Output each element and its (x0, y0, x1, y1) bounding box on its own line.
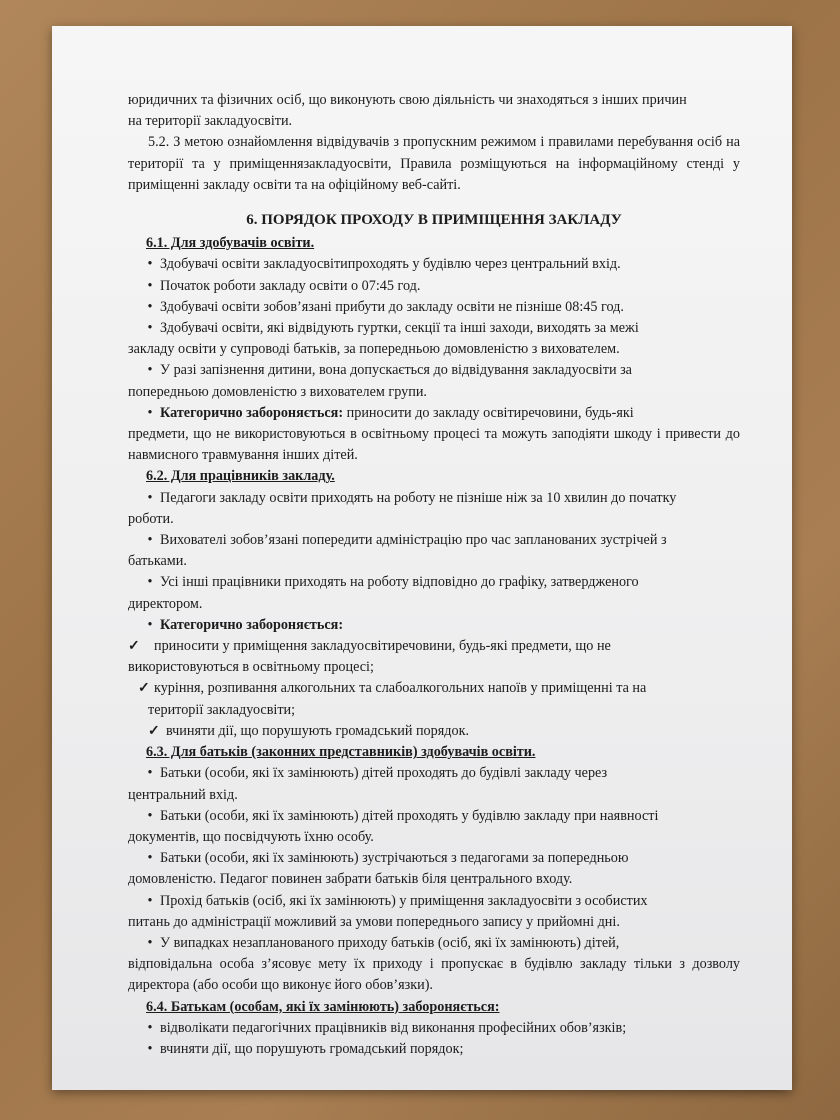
bullet-icon: • (147, 489, 153, 506)
list-item-continuation: батьками. (128, 553, 187, 570)
forbid-label: Категорично забороняється: (160, 616, 344, 633)
list-item: • У разі запізнення дитини, вона допускається до відвідування закладуосвіти за (128, 360, 740, 381)
forbid-label: Категорично забороняється: (160, 404, 344, 421)
bullet-icon: • (147, 256, 153, 273)
list-item: • Вихователі зобов’язані попередити адміністрацію про час запланованих зустрічей з (128, 530, 740, 551)
list-item: • У випадках незапланованого приходу батьків (осіб, які їх замінюють) дітей, (128, 933, 740, 954)
bullet-icon: • (147, 892, 153, 909)
list-item: • вчиняти дії, що порушують громадський порядок; (128, 1039, 740, 1060)
document-page (52, 26, 792, 1090)
list-item-continuation: відповідальна особа з’ясовує мету їх приходу і пропускає в будівлю закладу тільки з дозволу директора (або особи що виконує його обов’язки). (128, 956, 740, 994)
checklist-item: ✓ приносити у приміщення закладуосвітиречовини, будь-які предмети, що не (128, 636, 740, 657)
checklist-item: ✓ куріння, розпивання алкогольних та слабоалкогольних напоїв у приміщенні та на (128, 678, 740, 699)
list-item-continuation: питань до адміністрації можливий за умови попереднього запису у прийомні дні. (128, 913, 620, 930)
list-item-continuation: предмети, що не використовуються в освітньому процесі та можуть заподіяти шкоду і привести до навмисного травмування інших дітей. (128, 426, 740, 464)
list-item: • Батьки (особи, які їх замінюють) дітей проходять до будівлі закладу через (128, 763, 740, 784)
list-item-continuation: території закладуосвіти; (148, 701, 296, 718)
list-item: • Батьки (особи, які їх замінюють) зустрічаються з педагогами за попередньою (128, 848, 740, 869)
paragraph-5-2: 5.2. З метою ознайомлення відвідувачів з пропускним режимом і правилами перебування осіб на території та у приміщеннязакладуосвіти, Правила розміщуються на інформаційному стенді у приміщенні закладу освіти та на офіційному веб-сайті. (128, 134, 740, 193)
list-item-continuation: документів, що посвідчують їхню особу. (128, 828, 374, 845)
bullet-icon: • (147, 320, 153, 337)
checkmark-icon: ✓ (148, 722, 160, 739)
checkmark-icon: ✓ (128, 638, 140, 655)
section-6-title: 6. ПОРЯДОК ПРОХОДУ В ПРИМІЩЕННЯ ЗАКЛАДУ (246, 212, 622, 229)
list-item: • Педагоги закладу освіти приходять на роботу не пізніше ніж за 10 хвилин до початку (128, 488, 740, 509)
list-item: • Початок роботи закладу освіти о 07:45 год. (128, 276, 740, 297)
list-item: • Усі інші працівники приходять на роботу відповідно до графіку, затвердженого (128, 572, 740, 593)
list-item-continuation: роботи. (128, 510, 174, 527)
bullet-icon: • (147, 807, 153, 824)
list-item-continuation: домовленістю. Педагог повинен забрати батьків біля центрального входу. (128, 871, 573, 888)
list-item-continuation: центральний вхід. (128, 786, 238, 803)
intro-line: юридичних та фізичних осіб, що виконують свою діяльність чи знаходяться з інших причин (128, 92, 687, 108)
subsection-6-3-title: 6.3. Для батьків (законних представників) здобувачів освіти. (146, 744, 536, 761)
document-text (128, 90, 740, 1060)
list-item: • Здобувачі освіти, які відвідують гуртки, секції та інші заходи, виходять за межі (128, 318, 740, 339)
list-item-continuation: директором. (128, 595, 203, 612)
list-item-continuation: закладу освіти у супроводі батьків, за попередньою домовленістю з вихователем. (128, 341, 620, 358)
bullet-icon: • (147, 765, 153, 782)
subsection-6-1-title: 6.1. Для здобувачів освіти. (146, 235, 315, 252)
bullet-icon: • (147, 934, 153, 951)
list-item: • Категорично забороняється: приносити до закладу освітиречовини, будь-які (128, 403, 740, 424)
bullet-icon: • (147, 532, 153, 549)
intro-line: на території закладуосвіти. (128, 113, 293, 130)
list-item: • Здобувачі освіти закладуосвітипроходять у будівлю через центральний вхід. (128, 254, 740, 275)
bullet-icon: • (147, 404, 153, 421)
bullet-icon: • (147, 616, 153, 633)
list-item: • відволікати педагогічних працівників від виконання професійних обов’язків; (128, 1018, 740, 1039)
bullet-icon: • (147, 1040, 153, 1057)
bullet-icon: • (147, 362, 153, 379)
checklist-item: ✓ вчиняти дії, що порушують громадський порядок. (128, 721, 740, 742)
bullet-icon: • (147, 298, 153, 315)
bullet-icon: • (147, 574, 153, 591)
list-item-continuation: використовуються в освітньому процесі; (128, 659, 374, 676)
list-item: • Прохід батьків (осіб, які їх замінюють) у приміщення закладуосвіти з особистих (128, 891, 740, 912)
list-item: • Здобувачі освіти зобов’язані прибути до закладу освіти не пізніше 08:45 год. (128, 297, 740, 318)
subsection-6-4-title: 6.4. Батькам (особам, які їх замінюють) забороняється: (146, 998, 500, 1015)
list-item-continuation: попередньою домовленістю з вихователем групи. (128, 383, 427, 400)
subsection-6-2-title: 6.2. Для працівників закладу. (146, 468, 335, 485)
bullet-icon: • (147, 1019, 153, 1036)
intro-paragraph (128, 90, 740, 132)
list-item (128, 615, 740, 636)
checkmark-icon: ✓ (138, 680, 150, 697)
list-item: • Батьки (особи, які їх замінюють) дітей проходять у будівлю закладу при наявності (128, 806, 740, 827)
bullet-icon: • (147, 277, 153, 294)
bullet-icon: • (147, 850, 153, 867)
